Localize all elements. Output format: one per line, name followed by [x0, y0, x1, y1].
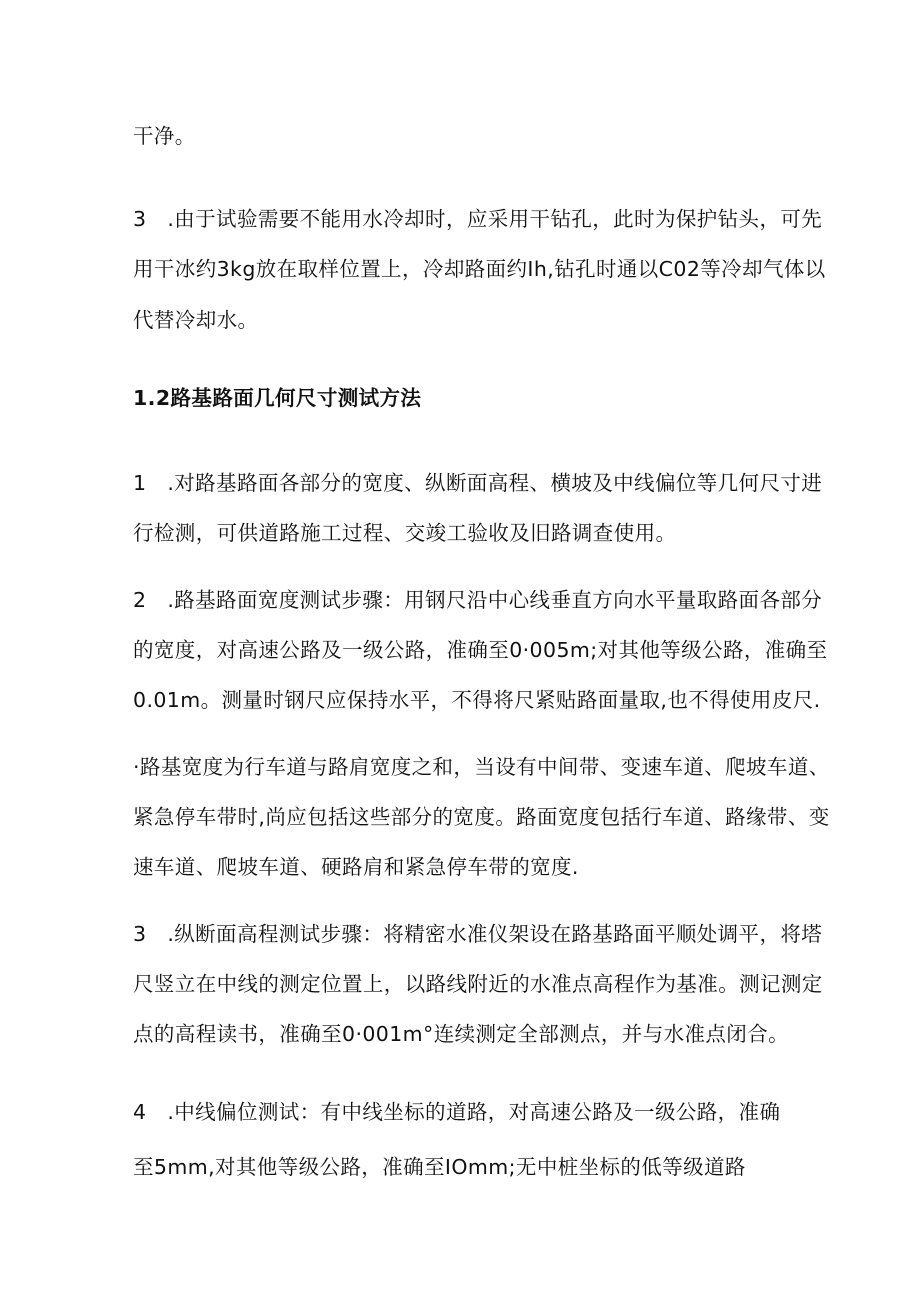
paragraph-line: 行检测，可供道路施工过程、交竣工验收及旧路调查使用。: [133, 521, 677, 545]
paragraph-line: 0.01m。测量时钢尺应保持水平，不得将尺紧贴路面量取,也不得使用皮尺.: [133, 688, 821, 712]
paragraph-line: 的宽度，对高速公路及一级公路，准确至0·005m;对其他等级公路，准确至: [133, 638, 828, 662]
section-heading: 1.2路基路面几何尺寸测试方法: [133, 386, 422, 410]
paragraph-line: 4 .中线偏位测试：有中线坐标的道路，对高速公路及一级公路，准确: [133, 1100, 781, 1124]
paragraph-line: 用干冰约3kg放在取样位置上，冷却路面约Ih,钻孔时通以C02等冷却气体以: [133, 257, 826, 281]
paragraph-line: 点的高程读书，准确至0·001m°连续测定全部测点，并与水准点闭合。: [133, 1022, 790, 1046]
paragraph-line: 尺竖立在中线的测定位置上，以路线附近的水准点高程作为基准。测记测定: [133, 972, 823, 996]
paragraph-line: 1 .对路基路面各部分的宽度、纵断面高程、横坡及中线偏位等几何尺寸进: [133, 471, 823, 495]
paragraph-line: 2 .路基路面宽度测试步骤：用钢尺沿中心线垂直方向水平量取路面各部分: [133, 588, 823, 612]
paragraph-line: 至5mm,对其他等级公路，准确至IOmm;无中桩坐标的低等级道路: [133, 1155, 746, 1179]
paragraph-line: 代替冷却水。: [133, 308, 259, 332]
paragraph-line: 干净。: [133, 124, 196, 148]
paragraph-line: ·路基宽度为行车道与路肩宽度之和，当设有中间带、变速车道、爬坡车道、: [133, 755, 830, 779]
paragraph-line: 3 .由于试验需要不能用水冷却时，应采用干钻孔，此时为保护钻头，可先: [133, 207, 823, 231]
paragraph-line: 速车道、爬坡车道、硬路肩和紧急停车带的宽度.: [133, 855, 579, 879]
paragraph-line: 紧急停车带时,尚应包括这些部分的宽度。路面宽度包括行车道、路缘带、变: [133, 805, 830, 829]
paragraph-line: 3 .纵断面高程测试步骤：将精密水准仪架设在路基路面平顺处调平，将塔: [133, 922, 823, 946]
